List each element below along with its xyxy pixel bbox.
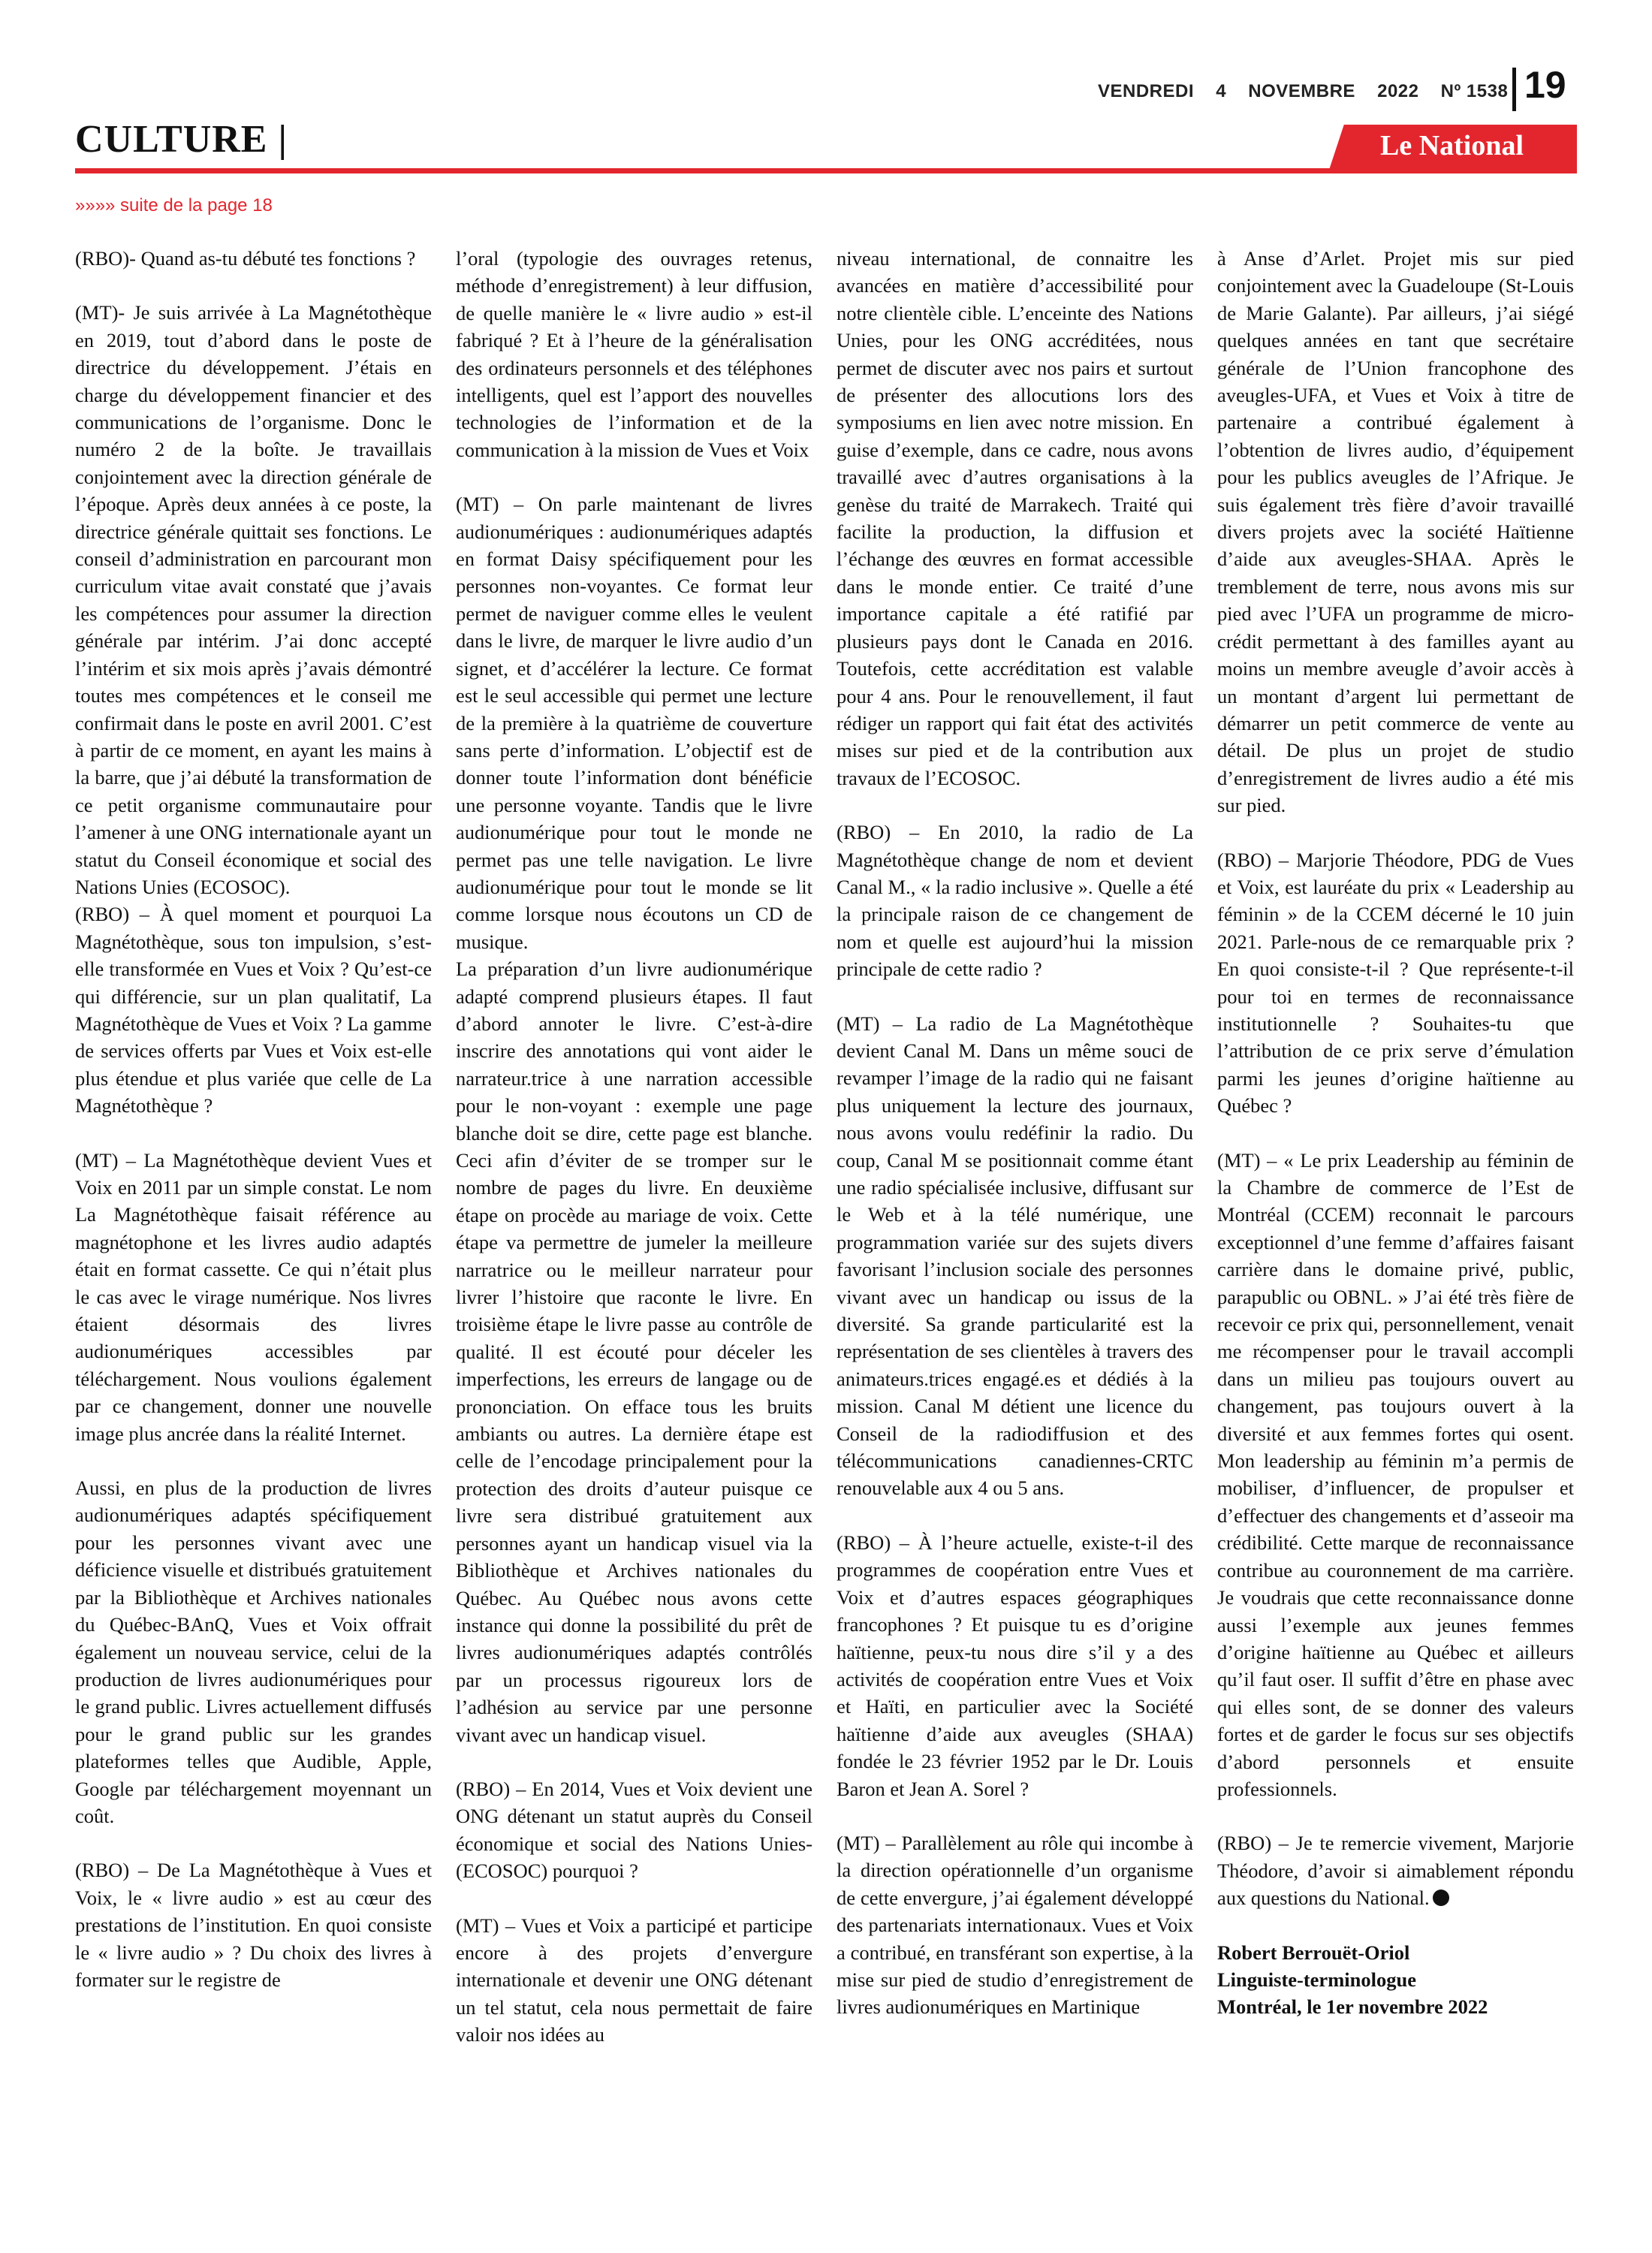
issue-date-number: 4 <box>1216 81 1227 101</box>
issue-month: NOVEMBRE <box>1248 81 1355 101</box>
paragraph: (RBO) – En 2010, la radio de La Magnétothèque change de nom et devient Canal M., « la radio inclusive ». Quelle a été la principale raison de ce changement de nom et quelle est aujourd’hui la mission principale de cette radio ? <box>837 821 1193 981</box>
issue-dateline <box>1081 81 1509 102</box>
continued-from-note: »»»» suite de la page 18 <box>75 195 273 216</box>
paragraph: Aussi, en plus de la production de livres audionumériques adaptés spécifiquement pour les personnes vivant avec une déficience visuelle et distribués gratuitement par la Bibliothèque et Archives nationales du Québec-BAnQ, Vues et Voix offrait également un nouveau service, celui de la production de livres audionumériques pour le grand public. Livres actuellement diffusés pour le grand public sur les grandes plateformes telles que Audible, Apple, Google par téléchargement moyennant un coût. <box>75 1476 432 1827</box>
paragraph: (MT) – La Magnétothèque devient Vues et Voix en 2011 par un simple constat. Le nom La Magnétothèque faisait référence au magnétophone et les livres audio adaptés était en format cassette. Ce qui n’était plus le cas avec le virage numérique. Nos livres étaient désormais des livres audionumériques accessibles par téléchargement. Nous voulions également par ce changement, donner une nouvelle image plus ancrée dans la réalité Internet. <box>75 1148 432 1445</box>
paragraph: (RBO)- Quand as-tu débuté tes fonctions ? <box>75 247 416 270</box>
paragraph: (MT) – Parallèlement au rôle qui incombe à la direction opérationnelle d’un organisme de cette envergure, j’ai également développé des partenariats internationaux. Vues et Voix a contribué, en transférant son expertise, à la mise sur pied de studio d’enregistrement de livres audionumériques en Martinique <box>837 1831 1193 2019</box>
paragraph: niveau international, de connaitre les avancées en matière d’accessibilité pour notre clientèle cible. L’enceinte des Nations Unies, pour les ONG accréditées, nous permet de discuter avec nos pairs et surtout de présenter des allocutions lors des symposiums en lien avec notre mission. En guise d’exemple, dans ce cadre, nous avons travaillé avec d’autres organisations à la genèse du traité de Marrakech. Traité qui facilite la production, la diffusion et l’échange des œuvres en format accessible dans le monde entier. Ce traité d’une importance capitale a été ratifié par plusieurs pays dont le Canada en 2016. Toutefois, cette accréditation est valable pour 4 ans. Pour le renouvellement, il faut rédiger un rapport qui fait état des activités mises sur pied et de la contribution aux travaux de l’ECOSOC. <box>837 247 1193 789</box>
paragraph: à Anse d’Arlet. Projet mis sur pied conjointement avec la Guadeloupe (St-Louis de Marie Galante). Par ailleurs, j’ai siégé quelques années en tant que secrétaire générale de l’Union francophone des aveugles-UFA, et Vues et Voix à titre de partenaire a contribué également à l’obtention de livres audio, d’équipement pour les publics aveugles de l’Afrique. Je suis également très fière d’avoir travaillé divers projets avec la société Haïtienne d’aide aux aveugles-SHAA. Après le tremblement de terre, nous avons mis sur pied avec l’UFA un programme de micro-crédit permettant à des familles ayant au moins un membre aveugle d’avoir accès à un montant d’argent lui permettant de démarrer un petit commerce de vente au détail. De plus un projet de studio d’enregistrement de livres audio a été mis sur pied. <box>1217 247 1574 817</box>
paragraph: (MT) – La radio de La Magnétothèque devient Canal M. Dans un même souci de revamper l’image de la radio qui ne faisant plus uniquement la lecture des journaux, nous avons voulu redéfinir la radio. Du coup, Canal M se positionnait comme étant une radio spécialisée inclusive, diffusant sur le Web et à la télé numérique, une programmation variée sur des sujets divers favorisant l’inclusion sociale des personnes vivant avec un handicap ou issus de la diversité. Sa grande particularité est la représentation de ses clientèles à travers des animateurs.trices engagé.es et dédiés à la mission. Canal M détient une licence du Conseil de la radiodiffusion et des télécommunications canadiennes-CRTC renouvelable aux 4 ou 5 ans. <box>837 1012 1193 1500</box>
paragraph: (MT) – Vues et Voix a participé et participe encore à des projets d’envergure internationale et devenir une ONG détenant un tel statut, cela nous permettait de faire valoir nos idées au <box>456 1914 812 2046</box>
paragraph: (MT) – « Le prix Leadership au féminin de la Chambre de commerce de l’Est de Montréal (CCEM) reconnait le parcours exceptionnel d’une femme d’affaires faisant carrière dans le domaine privé, public, parapublic ou OBNL. » J’ai été très fière de recevoir ce prix qui, personnellement, venait me récompenser pour le travail accompli dans un milieu pas toujours ouvert au changement, pas toujours ouvert à la diversité et aux femmes fortes qui osent. Mon leadership au féminin m’a permis de mobiliser, d’influencer, de propulser et d’effectuer des changements et d’asseoir ma crédibilité. Cette marque de reconnaissance contribue au couronnement de ma carrière. Je voudrais que cette reconnaissance donne aussi l’exemple aux jeunes femmes d’origine haïtienne au Québec et ailleurs qu’il faut oser. Il suffit d’être en phase avec qui elles sont, de se donner des valeurs fortes et de garder le focus sur ses objectifs d’abord personnels et ensuite professionnels. <box>1217 1148 1574 1800</box>
closing-remark: (RBO) – Je te remercie vivement, Marjorie Théodore, d’avoir si aimablement répondu aux questions du National. <box>1217 1832 1574 1910</box>
article-column-3 <box>837 245 1193 2048</box>
end-of-article-icon <box>1433 1890 1449 1906</box>
article-column-4 <box>1217 245 1574 2021</box>
issue-number: Nº 1538 <box>1440 81 1509 101</box>
issue-year: 2022 <box>1377 81 1419 101</box>
issue-day: VENDREDI <box>1098 81 1195 101</box>
paragraph: (RBO) – De La Magnétothèque à Vues et Voix, le « livre audio » est au cœur des prestations de l’institution. En quoi consiste le « livre audio » ? Du choix des livres à formater sur le registre de <box>75 1859 432 1991</box>
brand-name: Le National <box>1380 130 1524 161</box>
section-title: CULTURE | <box>75 118 288 161</box>
paragraph: (RBO) – Marjorie Théodore, PDG de Vues et Voix, est lauréate du prix « Leadership au féminin » de la CCEM décerné le 10 juin 2021. Parle-nous de ce remarquable prix ? En quoi consiste-t-il ? Que représente-t-il pour toi en termes de reconnaissance institutionnelle ? Souhaites-tu que l’attribution de ce prix serve d’émulation parmi les jeunes d’origine haïtienne au Québec ? <box>1217 848 1574 1117</box>
author-role: Linguiste-terminologue <box>1217 1968 1416 1991</box>
article-column-2 <box>456 245 812 2076</box>
author-signature <box>1217 1939 1574 2021</box>
paragraph: La préparation d’un livre audionumérique adapté comprend plusieurs étapes. Il faut d’abord annoter le livre. C’est-à-dire inscrire des annotations qui vont aider le narrateur.trice à une narration accessible pour le non-voyant : exemple une page blanche doit se dire, cette page est blanche. Ceci afin d’éviter de se tromper sur le nombre de pages du livre. En deuxième étape on procède au mariage de voix. Cette étape va permettre de jumeler la meilleure narratrice ou le meilleur narrateur pour livrer l’histoire que raconte le livre. En troisième étape le livre passe au contrôle de qualité. Il est écouté pour déceler les imperfections, les erreurs de langage ou de prononciation. On efface tous les bruits ambiants ou autres. La dernière étape est celle de l’encodage principalement pour la protection des droits d’auteur puisque ce livre sera distribué gratuitement aux personnes ayant un handicap visuel via la Bibliothèque et Archives nationales du Québec. Au Québec nous avons cette instance qui donne la possibilité du prêt de livres audionumériques adaptés contrôlés par un processus rigoureux lors de l’adhésion au service par une personne vivant avec un handicap visuel. <box>456 958 812 1746</box>
paragraph: (RBO) – À l’heure actuelle, existe-t-il des programmes de coopération entre Vues et Voix et d’autres espaces géographiques francophones ? Et puisque tu es d’origine haïtienne, peux-tu nous dire s’il y a des activités de coopération entre Vues et Voix et Haïti, en particulier avec la Société haïtienne d’aide aux aveugles (SHAA) fondée le 23 février 1952 par le Dr. Louis Baron et Jean A. Sorel ? <box>837 1531 1193 1800</box>
page-number: 19 <box>1524 64 1566 106</box>
signature-place-date: Montréal, le 1er novembre 2022 <box>1217 1995 1488 2019</box>
author-name: Robert Berrouët-Oriol <box>1217 1941 1410 1964</box>
paragraph <box>1217 1829 1574 1911</box>
page-number-divider <box>1512 68 1516 111</box>
paragraph: (MT)- Je suis arrivée à La Magnétothèque en 2019, tout d’abord dans le poste de directrice du développement. J’étais en charge du développement financier et des communications de l’organisme. Donc le numéro 2 de la boîte. Je travaillais conjointement avec la direction générale de l’époque. Après deux années à ce poste, la directrice générale quittait ses fonctions. Le conseil d’administration en parcourant mon curriculum vitae avait constaté que j’avais les compétences pour assumer la direction générale par intérim. J’ai donc accepté l’intérim et six mois après j’avais démontré toutes mes compétences et le conseil me confirmait dans le poste en avril 2001. C’est à partir de ce moment, en ayant les mains à la barre, que j’ai débuté la transformation de ce petit organisme communautaire pour l’amener à une ONG internationale ayant un statut du Conseil économique et social des Nations Unies (ECOSOC). <box>75 301 432 898</box>
article-column-1 <box>75 245 432 2020</box>
paragraph: (RBO) – En 2014, Vues et Voix devient une ONG détenant un statut auprès du Conseil économique et social des Nations Unies- (ECOSOC) pourquoi ? <box>456 1777 812 1883</box>
paragraph: (MT) – On parle maintenant de livres audionumériques : audionumériques adaptés en format Daisy spécifiquement pour les personnes non-voyantes. Ce format leur permet de naviguer comme elles le veulent dans le livre, de marquer le livre audio d’un signet, et d’accélérer la lecture. Ce format est le seul accessible qui permet une lecture de la première à la quatrième de couverture sans perte d’information. L’objectif est de donner toute l’information dont bénéficie une personne voyante. Tandis que le livre audionumérique pour tout le monde ne permet pas une telle navigation. Le livre audionumérique pour tout le monde se lit comme lorsque nous écoutons un CD de musique. <box>456 493 812 953</box>
paragraph: (RBO) – À quel moment et pourquoi La Magnétothèque, sous ton impulsion, s’est-elle transformée en Vues et Voix ? Qu’est-ce qui différencie, sur un plan qualitatif, La Magnétothèque de Vues et Voix ? La gamme de services offerts par Vues et Voix est-elle plus étendue et plus variée que celle de La Magnétothèque ? <box>75 903 432 1117</box>
paragraph: l’oral (typologie des ouvrages retenus, méthode d’enregistrement) à leur diffusion, de quelle manière le « livre audio » est-il fabriqué ? Et à l’heure de la généralisation des ordinateurs personnels et des téléphones intelligents, quel est l’apport des nouvelles technologies de l’information et de la communication à la mission de Vues et Voix <box>456 247 812 461</box>
